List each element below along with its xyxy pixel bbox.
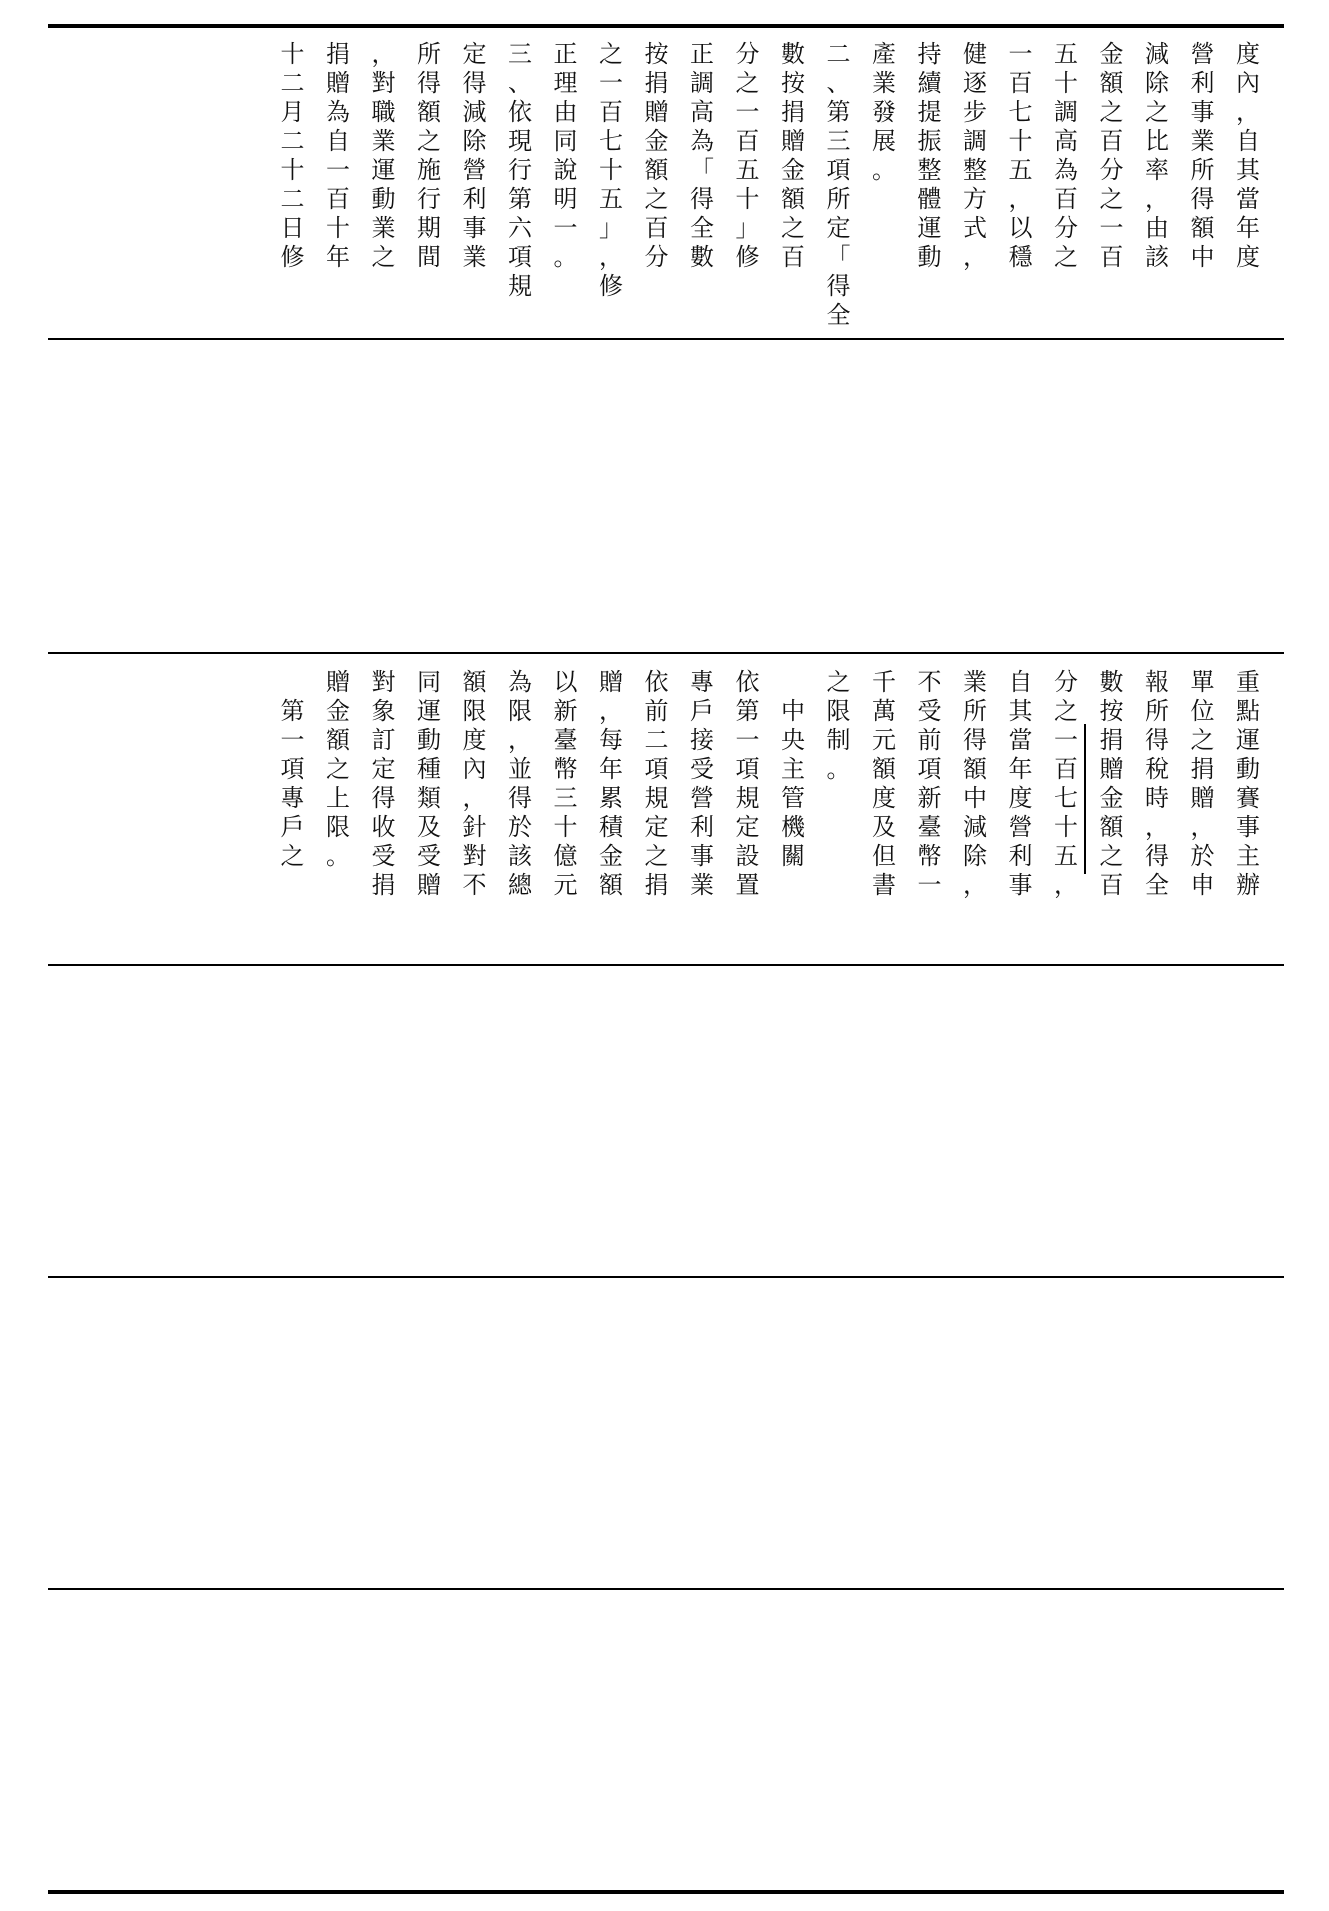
text-column: 十 二 月 二 十 二 日 修 <box>280 40 305 271</box>
text-column: 贈 ， 每 年 累 積 金 額 <box>599 668 623 899</box>
text-column: 按 捐 贈 金 額 之 百 分 <box>644 40 669 271</box>
text-column: 數 按 捐 贈 金 額 之 百 <box>1099 668 1124 899</box>
text-column: 健 逐 步 調 整 方 式 ， <box>963 40 987 271</box>
text-column: 千 萬 元 額 度 及 但 書 <box>872 668 896 899</box>
text-column: 之 限 制 。 <box>826 668 851 783</box>
text-column: 重 點 運 動 賽 事 主 辦 <box>1236 668 1260 899</box>
rule-empty-1 <box>48 1276 1284 1278</box>
text-column: 減 除 之 比 率 ， 由 該 <box>1145 40 1169 271</box>
text-column: 數 按 捐 贈 金 額 之 百 <box>781 40 805 271</box>
text-column: 一 百 七 十 五 ， 以 穩 <box>1008 40 1033 271</box>
text-column: 產 業 發 展 。 <box>872 40 896 184</box>
text-column: 對 象 訂 定 得 收 受 捐 <box>371 668 396 899</box>
text-column: 自 其 當 年 度 營 利 事 <box>1008 668 1033 899</box>
text-column: 業 所 得 額 中 減 除 ， <box>963 668 987 899</box>
text-column: 分 之 一 百 五 十 」 修 <box>735 40 760 271</box>
text-column: 贈 金 額 之 上 限 。 <box>326 668 350 870</box>
text-column: 以 新 臺 幣 三 十 億 元 <box>553 668 578 899</box>
text-column: 五 十 調 高 為 百 分 之 <box>1054 40 1078 271</box>
text-column: 正 調 高 為 「 得 全 數 <box>690 40 714 271</box>
text-column: 所 得 額 之 施 行 期 間 <box>417 40 441 271</box>
text-column: 營 利 事 業 所 得 額 中 <box>1190 40 1215 271</box>
rule-top <box>48 24 1284 28</box>
text-column: 同 運 動 種 類 及 受 贈 <box>417 668 441 899</box>
text-column: 度 內 ， 自 其 當 年 度 <box>1236 40 1260 271</box>
amendment-underline <box>1084 724 1086 874</box>
text-column: 持 續 提 振 整 體 運 動 <box>917 40 942 271</box>
text-column: 定 得 減 除 營 利 事 業 <box>462 40 487 271</box>
text-column: 分 之 一 百 七 十 五 ， <box>1054 668 1078 899</box>
rule-row1-bottom <box>48 338 1284 340</box>
text-column: 專 戶 接 受 營 利 事 業 <box>690 668 714 899</box>
text-column: 第 一 項 專 戶 之 <box>280 697 305 870</box>
text-column: 為 限 ， 並 得 於 該 總 <box>508 668 532 899</box>
row2-text-block <box>48 668 1284 960</box>
text-column: 單 位 之 捐 贈 ， 於 申 <box>1190 668 1215 899</box>
row1-text-block <box>48 40 1284 332</box>
text-column: 額 限 度 內 ， 針 對 不 <box>462 668 487 899</box>
rule-row2-top <box>48 652 1284 654</box>
rule-bottom <box>48 1890 1284 1894</box>
text-column: 金 額 之 百 分 之 一 百 <box>1099 40 1124 271</box>
text-column: 依 前 二 項 規 定 之 捐 <box>644 668 669 899</box>
text-column: 依 第 一 項 規 定 設 置 <box>735 668 760 899</box>
text-column: 報 所 得 稅 時 ， 得 全 <box>1145 668 1169 899</box>
text-column: 中 央 主 管 機 關 <box>781 697 805 870</box>
text-column: 三 、 依 現 行 第 六 項 規 <box>508 40 532 300</box>
text-column: 之 一 百 七 十 五 」 ， 修 <box>599 40 623 300</box>
rule-row2-bottom <box>48 964 1284 966</box>
text-column: 捐 贈 為 自 一 百 十 年 <box>326 40 350 271</box>
text-column: 二 、 第 三 項 所 定 「 得 全 <box>826 40 851 329</box>
text-column: 正 理 由 同 說 明 一 。 <box>553 40 578 271</box>
rule-empty-2 <box>48 1588 1284 1590</box>
text-column: ， 對 職 業 運 動 業 之 <box>371 40 396 271</box>
text-column: 不 受 前 項 新 臺 幣 一 <box>917 668 942 899</box>
